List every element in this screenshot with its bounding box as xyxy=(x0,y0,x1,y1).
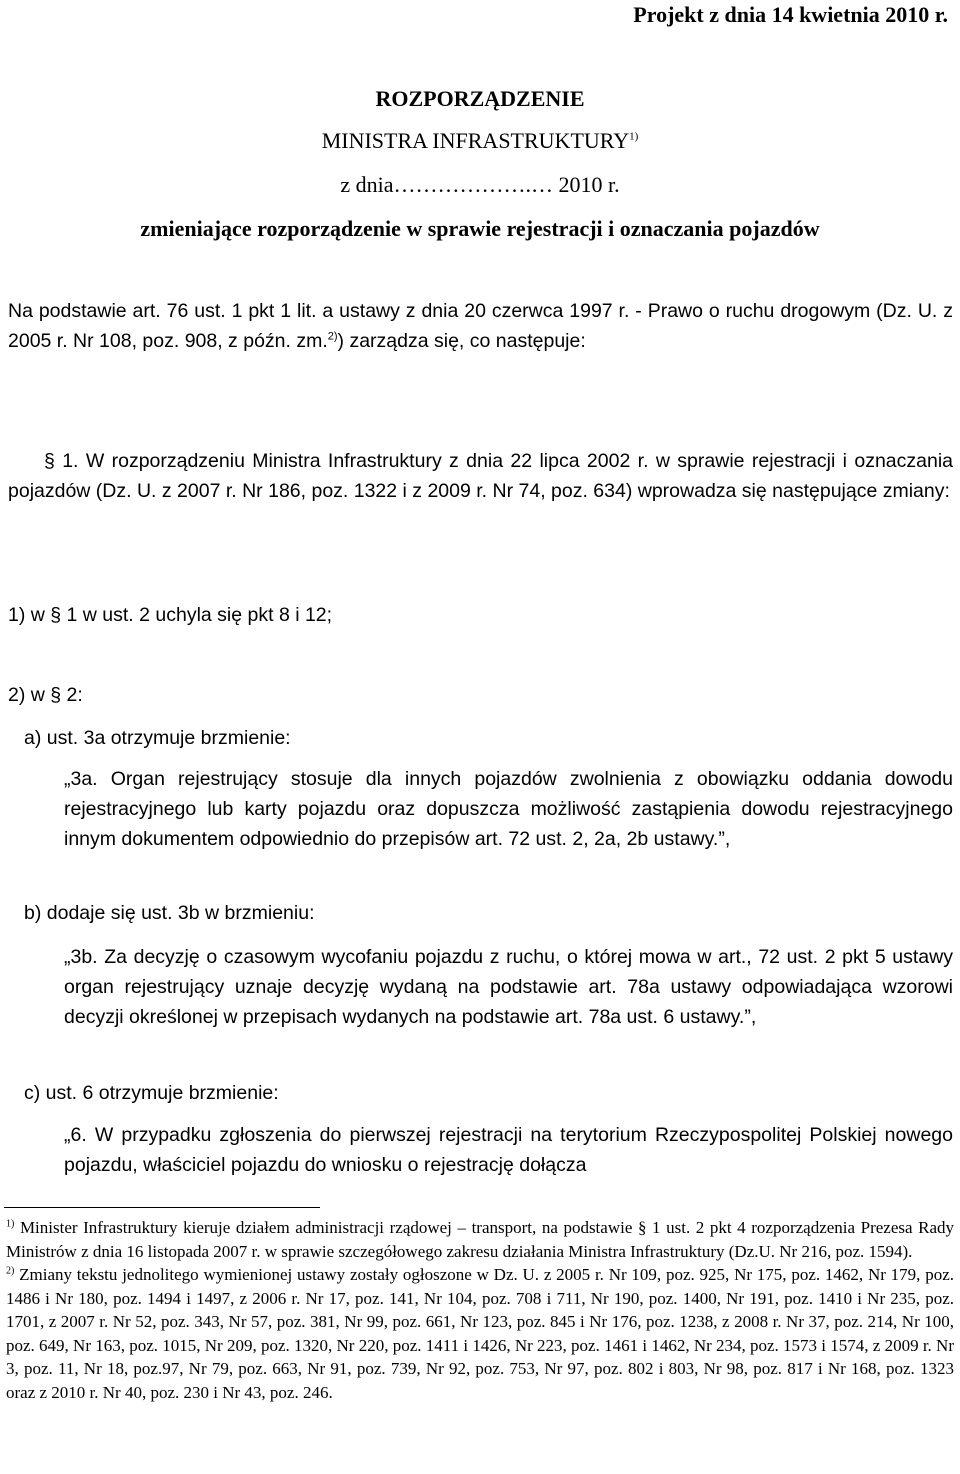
regulation-date: z dnia……………….… 2010 r. xyxy=(340,172,620,197)
paragraph-1: § 1. W rozporządzeniu Ministra Infrastruktury z dnia 22 lipca 2002 r. w sprawie rejestracji i oznaczania pojazdów (Dz. U. z 2007 r. Nr 186, poz. 1322 i z 2009 r. Nr 74, poz. 634) wprowadza się następujące zmiany: xyxy=(8,450,953,502)
footnote-2-marker: 2) xyxy=(6,1265,15,1277)
minister-title xyxy=(0,128,960,154)
amendment-item-a: a) ust. 3a otrzymuje brzmienie: xyxy=(24,727,291,749)
footnote-2-text: Zmiany tekstu jednolitego wymienionej ustawy zostały ogłoszone w Dz. U. z 2005 r. Nr 109, poz. 925, Nr 175, poz. 1462, Nr 179, poz. 1486 i Nr 180, poz. 1494 i 1497, z 2006 r. Nr 17, poz. 141, Nr 104, poz. 708 i 711, Nr 190, poz. 1400, Nr 191, poz. 1410 i Nr 235, poz. 1701, z 2007 r. Nr 52, poz. 343, Nr 57, poz. 381, Nr 99, poz. 661, Nr 123, poz. 845 i Nr 176, poz. 1238, z 2008 r. Nr 37, poz. 214, Nr 100, poz. 649, Nr 163, poz. 1015, Nr 209, poz. 1320, Nr 220, poz. 1411 i 1426, Nr 223, poz. 1461 i 1462, Nr 234, poz. 1573 i 1574, z 2009 r. Nr 3, poz. 11, Nr 18, poz.97, Nr 79, poz. 663, Nr 91, poz. 739, Nr 92, poz. 753, Nr 97, poz. 802 i 803, Nr 98, poz. 817 i Nr 168, poz. 1323 oraz z 2010 r. Nr 40, poz. 230 i Nr 43, poz. 246. xyxy=(6,1265,954,1402)
regulation-subject: zmieniające rozporządzenie w sprawie rejestracji i oznaczania pojazdów xyxy=(140,216,820,241)
legal-basis-text-end: ) zarządza się, co następuje: xyxy=(337,330,586,352)
footnote-2 xyxy=(6,1263,954,1404)
amendment-item-b: b) dodaje się ust. 3b w brzmieniu: xyxy=(24,902,315,924)
footnote-divider xyxy=(4,1207,320,1208)
quote-ust-3a: „3a. Organ rejestrujący stosuje dla innych pojazdów zwolnienia z obowiązku oddania dowodu rejestracyjnego lub karty pojazdu oraz dopuszcza możliwość zastąpienia dowodu rejestracyjnego innym dokumentem odpowiednio do przepisów art. 72 ust. 2, 2a, 2b ustawy.”, xyxy=(64,768,953,850)
legal-basis-paragraph xyxy=(8,296,953,356)
amendment-item-2: 2) w § 2: xyxy=(8,684,83,706)
amendment-item-1: 1) w § 1 w ust. 2 uchyla się pkt 8 i 12; xyxy=(8,604,333,626)
project-date-header: Projekt z dnia 14 kwietnia 2010 r. xyxy=(633,2,948,27)
regulation-type-title: ROZPORZĄDZENIE xyxy=(375,86,585,111)
footnote-1-marker: 1) xyxy=(6,1218,15,1230)
legal-basis-text: Na podstawie art. 76 ust. 1 pkt 1 lit. a ustawy z dnia 20 czerwca 1997 r. - Prawo o ruchu drogowym (Dz. U. z 2005 r. Nr 108, poz. 908, z późn. zm. xyxy=(8,300,953,352)
footnote-ref-2: 2) xyxy=(327,330,338,343)
quote-ust-6: „6. W przypadku zgłoszenia do pierwszej rejestracji na terytorium Rzeczypospolitej Polskiej nowego pojazdu, właściciel pojazdu do wniosku o rejestrację dołącza xyxy=(64,1124,953,1176)
footnote-1-text: Minister Infrastruktury kieruje działem administracji rządowej – transport, na podstawie § 1 ust. 2 pkt 4 rozporządzenia Prezesa Rady Ministrów z dnia 16 listopada 2007 r. w sprawie szczegółowego zakresu działania Ministra Infrastruktury (Dz.U. Nr 216, poz. 1594). xyxy=(6,1218,955,1261)
amendment-item-c: c) ust. 6 otrzymuje brzmienie: xyxy=(24,1082,279,1104)
quote-ust-3b: „3b. Za decyzję o czasowym wycofaniu pojazdu z ruchu, o której mowa w art., 72 ust. 2 pkt 5 ustawy organ rejestrujący uznaje decyzję wydaną na podstawie art. 78a ustawy odpowiadająca wzorowi decyzji określonej w przepisach wydanych na podstawie art. 78a ust. 6 ustawy.”, xyxy=(64,946,953,1028)
footnote-1 xyxy=(6,1216,954,1263)
minister-name: MINISTRA INFRASTRUKTURY xyxy=(321,128,630,153)
footnotes xyxy=(6,1216,954,1404)
footnote-ref-1: 1) xyxy=(629,130,639,143)
